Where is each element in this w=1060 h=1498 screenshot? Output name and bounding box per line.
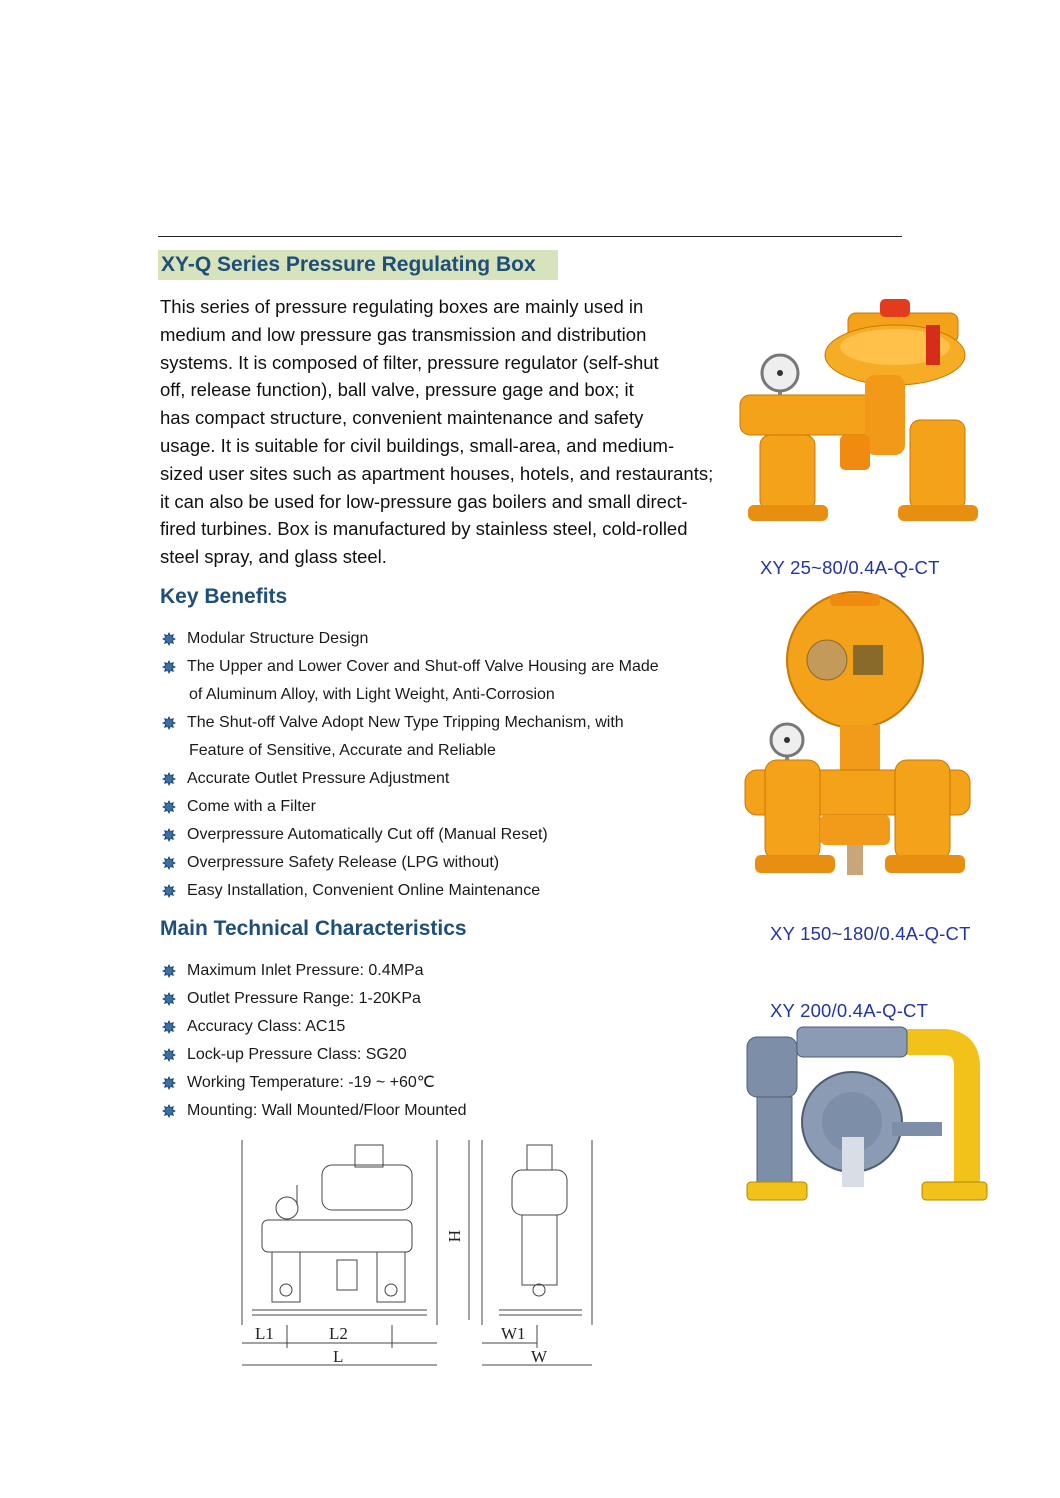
tech-heading: Main Technical Characteristics: [160, 917, 467, 940]
list-item-text: Easy Installation, Convenient Online Maintenance: [187, 882, 541, 899]
list-item-text: The Shut-off Valve Adopt New Type Tripping Mechanism, with: [187, 714, 624, 731]
bullet-icon: [162, 856, 176, 870]
intro-line: has compact structure, convenient maintenance and safety: [160, 407, 644, 429]
dim-label-h: H: [445, 1230, 464, 1243]
dim-label-l: L: [333, 1347, 344, 1366]
list-item-text: The Upper and Lower Cover and Shut-off Valve Housing are Made: [187, 658, 659, 675]
intro-line: medium and low pressure gas transmission and distribution: [160, 323, 647, 345]
list-item-text-cont: Feature of Sensitive, Accurate and Reliable: [189, 742, 496, 759]
page-title: XY-Q Series Pressure Regulating Box: [161, 253, 536, 276]
product-photo-xy25-80: [730, 295, 990, 545]
list-item: [160, 793, 720, 821]
bullet-icon: [162, 828, 176, 842]
product-caption: XY 200/0.4A-Q-CT: [770, 1000, 929, 1021]
list-item-text: Overpressure Safety Release (LPG without): [187, 854, 500, 871]
intro-line: it can also be used for low-pressure gas boilers and small direct-: [160, 490, 688, 512]
list-item: [160, 957, 720, 985]
list-item-text: Modular Structure Design: [187, 630, 369, 647]
dimension-drawing: [237, 1140, 597, 1372]
list-item-text: Maximum Inlet Pressure: 0.4MPa: [187, 962, 424, 979]
product-caption: XY 150~180/0.4A-Q-CT: [770, 923, 971, 944]
list-item-text: Working Temperature: -19 ~ +60℃: [187, 1074, 435, 1091]
list-item: [160, 1097, 720, 1125]
bullet-icon: [162, 716, 176, 730]
list-item: [160, 625, 720, 653]
bullet-icon: [162, 1020, 176, 1034]
intro-line: off, release function), ball valve, pressure gage and box; it: [160, 379, 634, 401]
list-item-text: Accurate Outlet Pressure Adjustment: [187, 770, 450, 787]
intro-line: This series of pressure regulating boxes are mainly used in: [160, 296, 644, 317]
bullet-icon: [162, 884, 176, 898]
bullet-icon: [162, 1048, 176, 1062]
list-item: [160, 1041, 720, 1069]
list-item: [160, 653, 720, 709]
intro-line: sized user sites such as apartment houses, hotels, and restaurants;: [160, 462, 714, 484]
list-item-text: Lock-up Pressure Class: SG20: [187, 1046, 407, 1063]
list-item-text: Accuracy Class: AC15: [187, 1018, 346, 1035]
dim-label-l2: L2: [329, 1324, 348, 1343]
list-item: [160, 1013, 720, 1041]
key-benefits-list: [160, 625, 720, 905]
list-item-text: Outlet Pressure Range: 1-20KPa: [187, 990, 421, 1007]
intro-line: steel spray, and glass steel.: [160, 546, 387, 568]
intro-line: usage. It is suitable for civil buildings, small-area, and medium-: [160, 434, 675, 456]
list-item-text-cont: of Aluminum Alloy, with Light Weight, Anti-Corrosion: [189, 686, 555, 703]
header-rule: [158, 236, 902, 237]
list-item-text: Mounting: Wall Mounted/Floor Mounted: [187, 1102, 467, 1119]
bullet-icon: [162, 964, 176, 978]
list-item: [160, 765, 720, 793]
bullet-icon: [162, 992, 176, 1006]
dim-label-l1: L1: [255, 1324, 274, 1343]
list-item: [160, 877, 720, 905]
list-item: [160, 821, 720, 849]
product-photo-xy200: [742, 1022, 992, 1212]
list-item: [160, 709, 720, 765]
product-photo-xy150-180: [735, 590, 995, 910]
bullet-icon: [162, 632, 176, 646]
bullet-icon: [162, 772, 176, 786]
list-item: [160, 849, 720, 877]
dim-label-w1: W1: [501, 1324, 526, 1343]
intro-line: systems. It is composed of filter, pressure regulator (self-shut: [160, 351, 659, 373]
dim-label-w: W: [531, 1347, 548, 1366]
key-benefits-heading: Key Benefits: [160, 585, 288, 608]
list-item-text: Overpressure Automatically Cut off (Manual Reset): [187, 826, 548, 843]
list-item-text: Come with a Filter: [187, 798, 316, 815]
bullet-icon: [162, 660, 176, 674]
intro-line: fired turbines. Box is manufactured by stainless steel, cold-rolled: [160, 518, 688, 540]
product-caption: XY 25~80/0.4A-Q-CT: [760, 557, 940, 578]
list-item: [160, 1069, 720, 1097]
bullet-icon: [162, 1076, 176, 1090]
list-item: [160, 985, 720, 1013]
tech-list: [160, 957, 720, 1125]
bullet-icon: [162, 800, 176, 814]
intro-paragraph: [160, 293, 735, 571]
bullet-icon: [162, 1104, 176, 1118]
